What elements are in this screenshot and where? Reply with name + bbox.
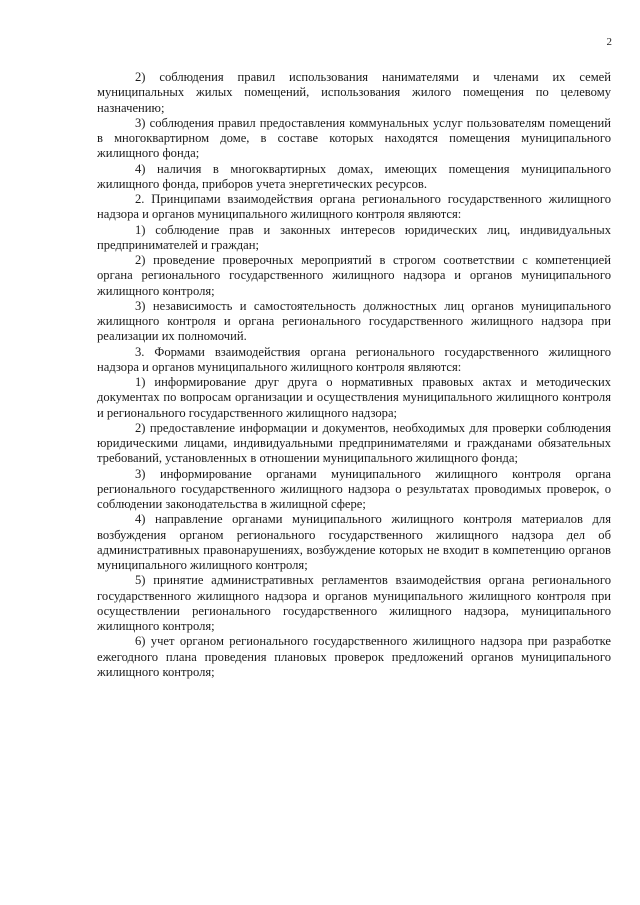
paragraph-clause-3-item-5: 5) принятие административных регламентов взаимодействия органа регионального государственного жилищного надзора и органов муниципального жилищного контроля при осуществлении регионального государственного жилищного надзора, муниципального жилищного контроля; xyxy=(97,573,611,633)
paragraph-clause-3-item-1: 1) информирование друг друга о нормативных правовых актах и методических документах по вопросам организации и осуществления муниципального жилищного контроля и регионального государственного жилищного надзора; xyxy=(97,375,611,420)
paragraph-clause-2-heading: 2. Принципами взаимодействия органа регионального государственного жилищного надзора и органов муниципального жилищного контроля являются: xyxy=(97,192,611,222)
paragraph-clause-2-item-1: 1) соблюдение прав и законных интересов юридических лиц, индивидуальных предпринимателей и граждан; xyxy=(97,222,611,252)
paragraph-clause-3-item-4: 4) направление органами муниципального жилищного контроля материалов для возбуждения органом регионального государственного жилищного надзора дел об административных правонарушениях, возбуждение которых не входит в компетенцию органов муниципального жилищного контроля; xyxy=(97,512,611,572)
paragraph-clause-1-item-2: 2) соблюдения правил использования нанимателями и членами их семей муниципальных жилых помещений, использования жилого помещения по целевому назначению; xyxy=(97,70,611,115)
paragraph-clause-1-item-4: 4) наличия в многоквартирных домах, имеющих помещения муниципального жилищного фонда, приборов учета энергетических ресурсов. xyxy=(97,161,611,191)
paragraph-clause-3-heading: 3. Формами взаимодействия органа регионального государственного жилищного надзора и органов муниципального жилищного контроля являются: xyxy=(97,344,611,374)
paragraph-clause-1-item-3: 3) соблюдения правил предоставления коммунальных услуг пользователям помещений в многоквартирном доме, в составе которых находятся помещения муниципального жилищного фонда; xyxy=(97,115,611,161)
paragraph-clause-3-item-6: 6) учет органом регионального государственного жилищного надзора при разработке ежегодного плана проведения плановых проверок предложений органов муниципального жилищного контроля; xyxy=(97,634,611,679)
page-number: 2 xyxy=(606,36,612,48)
paragraph-clause-2-item-3: 3) независимость и самостоятельность должностных лиц органов муниципального жилищного контроля и органа регионального государственного жилищного надзора при реализации их полномочий. xyxy=(97,298,611,344)
paragraph-clause-3-item-2: 2) предоставление информации и документов, необходимых для проверки соблюдения юридическими лицами, индивидуальными предпринимателями и гражданами обязательных требований, установленных в отношении муниципального жилищного фонда; xyxy=(97,420,611,466)
paragraph-clause-3-item-3: 3) информирование органами муниципального жилищного контроля органа регионального государственного жилищного надзора о результатах проводимых проверок, о соблюдении законодательства в жилищной сфере; xyxy=(97,466,611,511)
document-body xyxy=(97,70,611,680)
paragraph-clause-2-item-2: 2) проведение проверочных мероприятий в строгом соответствии с компетенцией органа регионального государственного жилищного надзора и органов муниципального жилищного контроля; xyxy=(97,253,611,298)
